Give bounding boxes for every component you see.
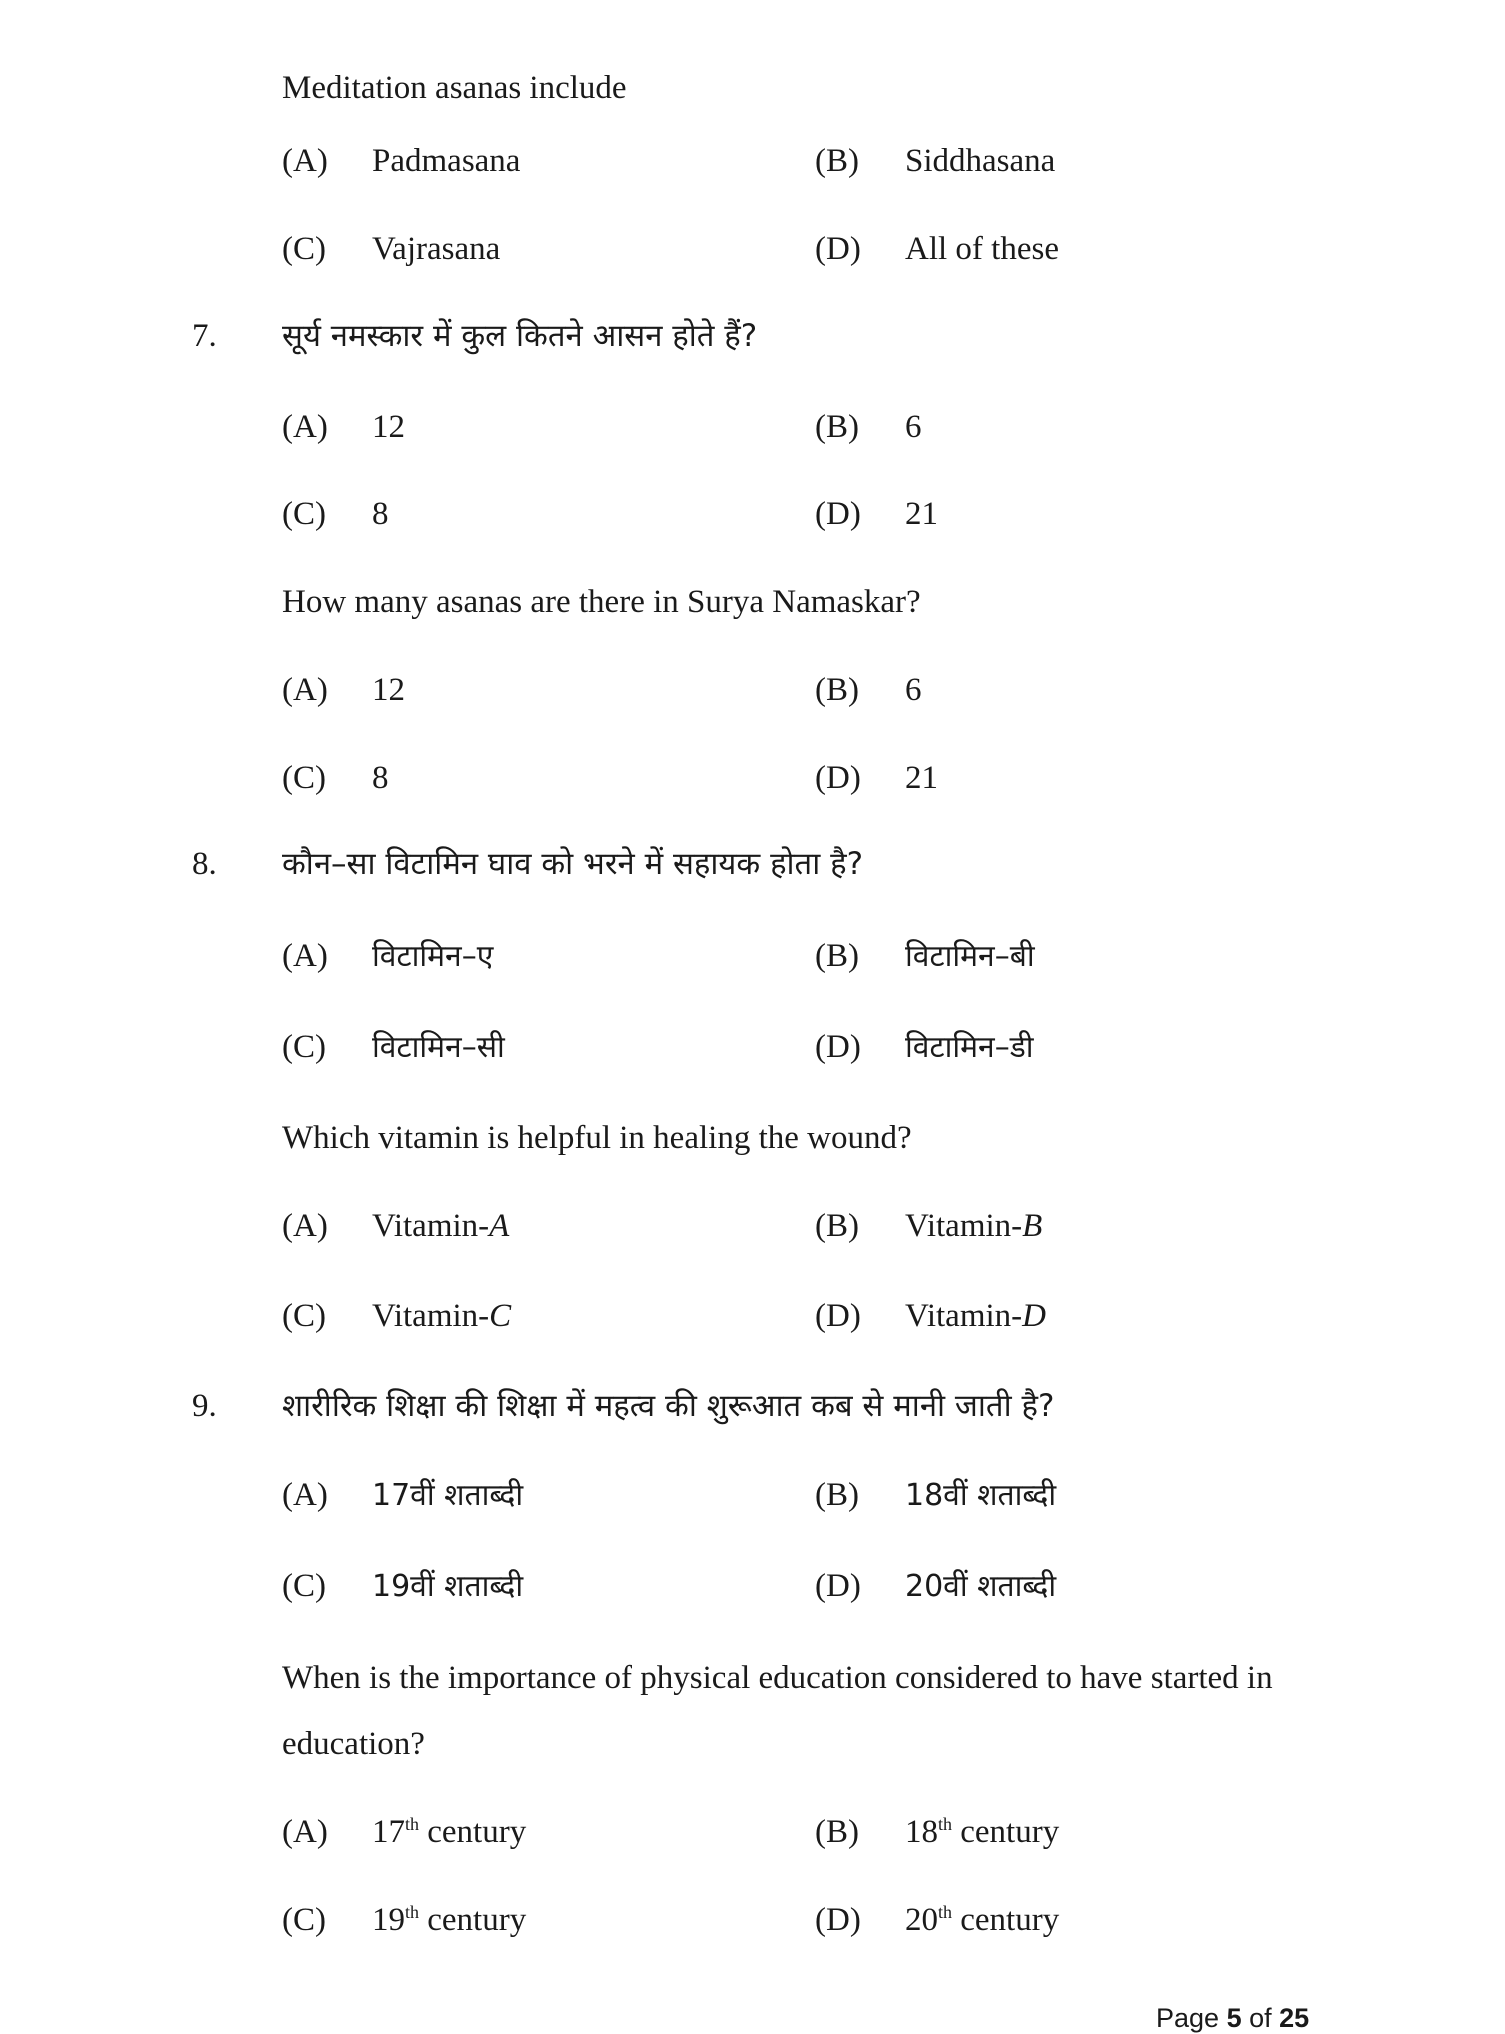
q7-en-option-b: (B) 6 (815, 672, 922, 708)
q6-en-option-d: (D) All of these (815, 231, 1059, 267)
q7-number: 7. (192, 318, 217, 354)
q9-number: 9. (192, 1388, 217, 1424)
q9-hi-option-b: (B) 18वीं शताब्दी (815, 1477, 1057, 1513)
q9-en-option-a: (A) 17th century (282, 1814, 527, 1850)
q9-en-option-d: (D) 20th century (815, 1902, 1060, 1938)
q8-en-text: Which vitamin is helpful in healing the wound? (282, 1120, 912, 1156)
q6-en-text: Meditation asanas include (282, 70, 627, 106)
page-number: Page 5 of 25 (1156, 2003, 1310, 2033)
q9-hi-option-a: (A) 17वीं शताब्दी (282, 1477, 524, 1513)
q7-en-option-a: (A) 12 (282, 672, 405, 708)
q8-hi-option-d: (D) विटामिन–डी (815, 1029, 1034, 1065)
q8-en-option-c: (C) Vitamin-C (282, 1298, 512, 1334)
q6-en-option-b: (B) Siddhasana (815, 143, 1056, 179)
q8-number: 8. (192, 846, 217, 882)
q9-hi-text: शारीरिक शिक्षा की शिक्षा में महत्व की शुरूआत कब से मानी जाती है? (282, 1388, 1055, 1424)
q7-hi-text: सूर्य नमस्कार में कुल कितने आसन होते हैं? (282, 318, 758, 354)
q9-en-option-c: (C) 19th century (282, 1902, 527, 1938)
q8-hi-option-a: (A) विटामिन–ए (282, 938, 494, 974)
q7-hi-option-a: (A) 12 (282, 409, 405, 445)
q9-hi-option-d: (D) 20वीं शताब्दी (815, 1568, 1057, 1604)
q7-hi-option-c: (C) 8 (282, 496, 389, 532)
q8-hi-text: कौन–सा विटामिन घाव को भरने में सहायक होता है? (282, 846, 864, 882)
q7-en-text: How many asanas are there in Surya Namaskar? (282, 584, 921, 620)
q8-en-option-a: (A) Vitamin-A (282, 1208, 510, 1244)
q6-en-option-a: (A) Padmasana (282, 143, 521, 179)
q8-hi-option-b: (B) विटामिन–बी (815, 938, 1035, 974)
q8-en-option-b: (B) Vitamin-B (815, 1208, 1043, 1244)
q8-hi-option-c: (C) विटामिन–सी (282, 1029, 505, 1065)
q7-en-option-c: (C) 8 (282, 760, 389, 796)
q9-en-text-line1: When is the importance of physical education considered to have started in (282, 1660, 1273, 1696)
q6-en-option-c: (C) Vajrasana (282, 231, 501, 267)
q7-hi-option-b: (B) 6 (815, 409, 922, 445)
q9-en-text-line2: education? (282, 1726, 425, 1762)
q7-hi-option-d: (D) 21 (815, 496, 938, 532)
q7-en-option-d: (D) 21 (815, 760, 938, 796)
q8-en-option-d: (D) Vitamin-D (815, 1298, 1047, 1334)
q9-en-option-b: (B) 18th century (815, 1814, 1060, 1850)
q9-hi-option-c: (C) 19वीं शताब्दी (282, 1568, 524, 1604)
